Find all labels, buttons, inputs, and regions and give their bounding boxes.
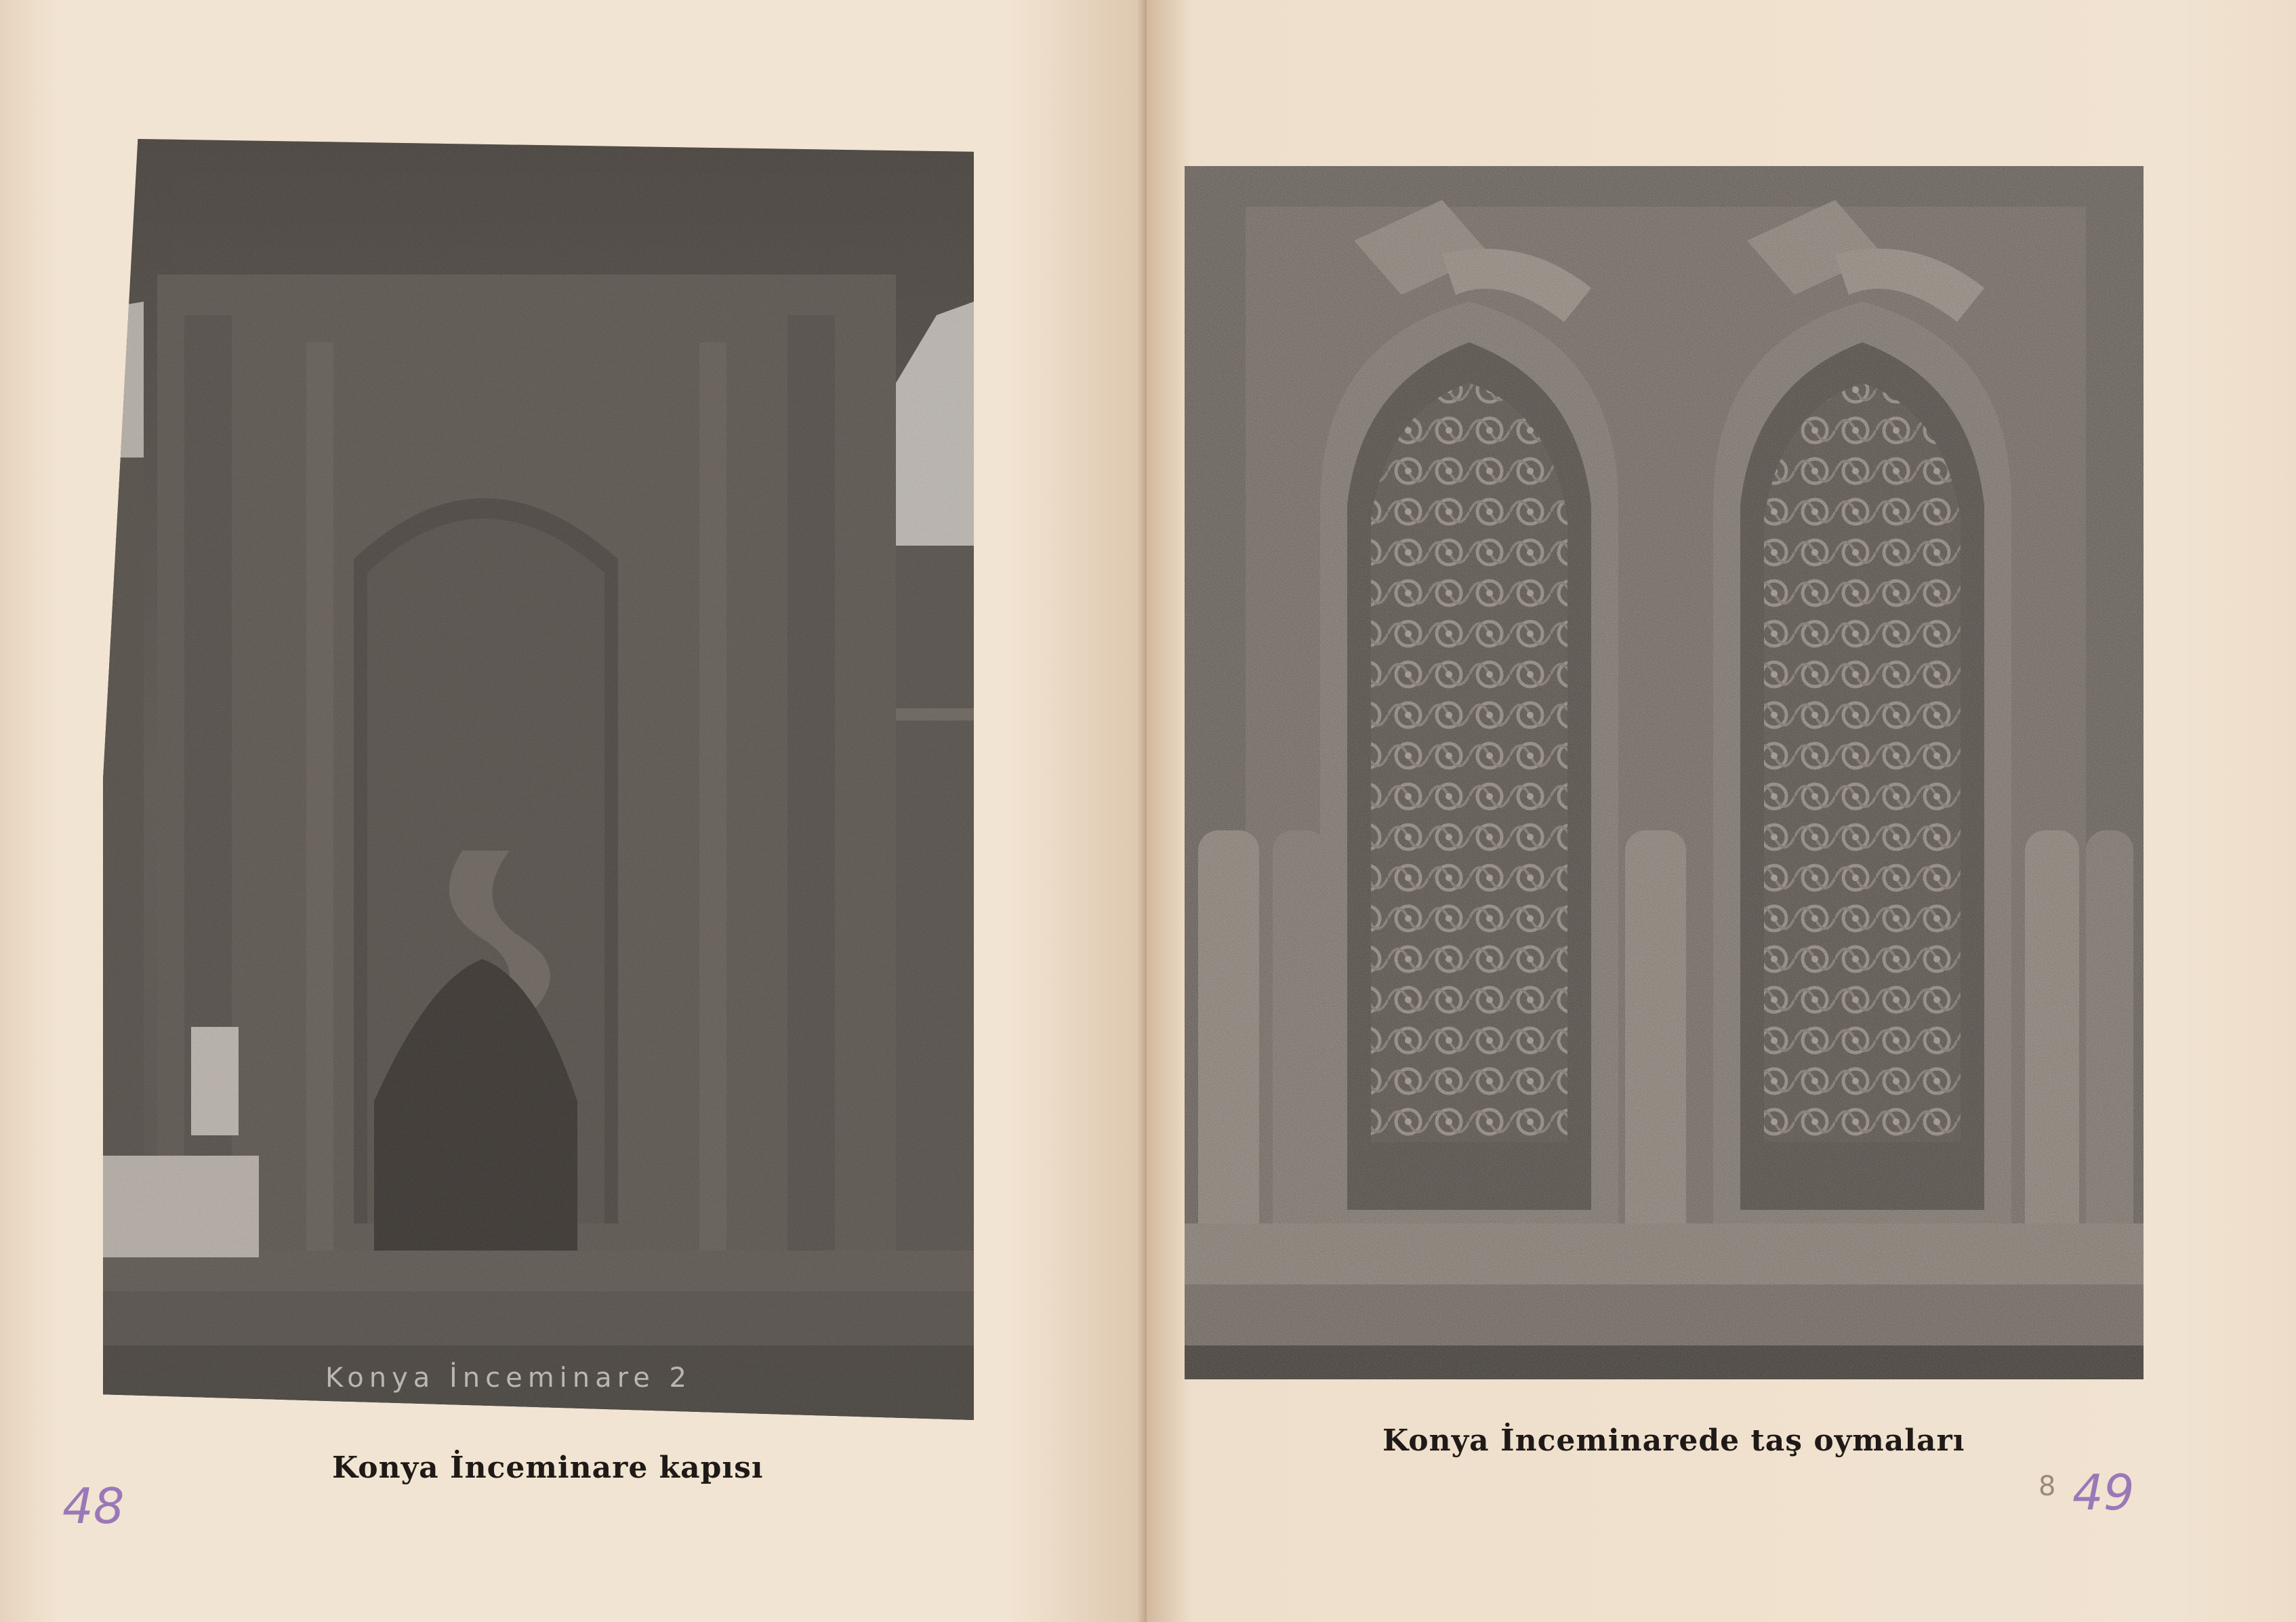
right-page-number: 49 [2072, 1464, 2135, 1521]
left-page-number: 48 [62, 1478, 125, 1535]
right-caption: Konya İnceminarede taş oymaları [1382, 1423, 1965, 1458]
left-caption: Konya İnceminare kapısı [332, 1451, 764, 1485]
portal-photo [103, 139, 974, 1420]
photo-inscription: Konya İnceminare 2 [325, 1362, 692, 1394]
left-page [0, 0, 1147, 1622]
pencil-mark: 8 [2038, 1471, 2056, 1502]
stone-carving-photo [1185, 166, 2144, 1379]
